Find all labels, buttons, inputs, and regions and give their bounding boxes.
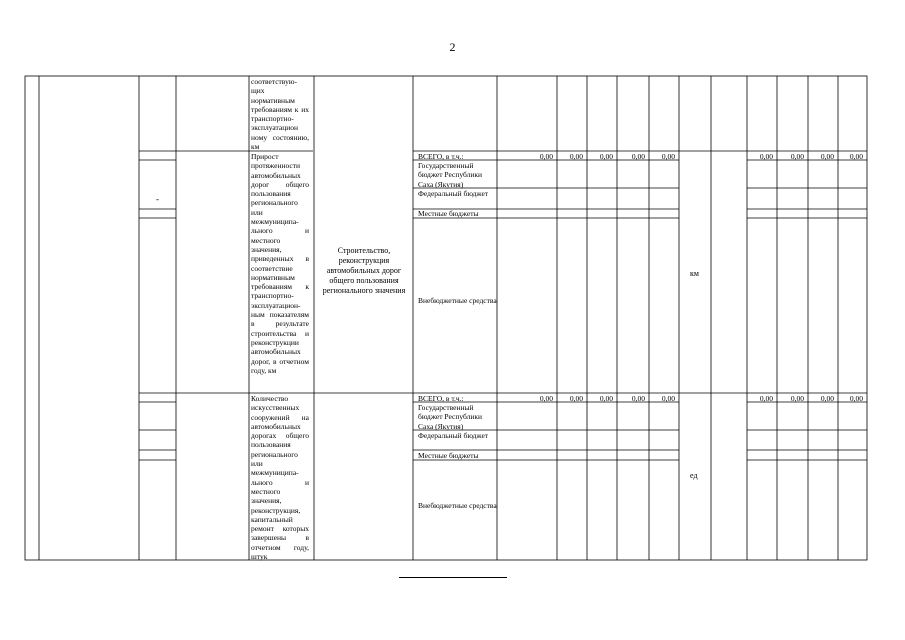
total-2-c4: 0,00 bbox=[631, 394, 645, 403]
total-1-c1: 0,00 bbox=[539, 152, 553, 161]
source-total-1: ВСЕГО, в т.ч.: bbox=[418, 152, 464, 161]
total-1-c5: 0,00 bbox=[661, 152, 675, 161]
total-2-c5: 0,00 bbox=[661, 394, 675, 403]
source-republic-2: Государственный бюджет Республики Саха (Якутия) bbox=[418, 403, 483, 431]
total-2-c6: 0,00 bbox=[759, 394, 773, 403]
source-federal-1: Федеральный бюджет bbox=[418, 189, 489, 198]
total-1-c4: 0,00 bbox=[631, 152, 645, 161]
total-1-c7: 0,00 bbox=[790, 152, 804, 161]
unit-2: ед bbox=[690, 471, 698, 480]
indicator-text-3: Количество искусственных сооружений на автомобильных дорогах общего пользования регионального или межмуниципа-льного и местного значения, реконструкция, капитальный ремонт которых завершены в отчетном году, штук bbox=[251, 394, 309, 562]
source-local-2: Местные бюджеты bbox=[418, 451, 479, 460]
dash-mark: - bbox=[156, 195, 159, 204]
total-1-c6: 0,00 bbox=[759, 152, 773, 161]
source-federal-2: Федеральный бюджет bbox=[418, 431, 489, 440]
total-2-c7: 0,00 bbox=[790, 394, 804, 403]
source-republic-1: Государственный бюджет Республики Саха (Якутия) bbox=[418, 161, 483, 189]
source-offbudget-2: Внебюджетные средства bbox=[418, 501, 497, 510]
total-2-c8: 0,00 bbox=[820, 394, 834, 403]
source-offbudget-1: Внебюджетные средства bbox=[418, 296, 497, 305]
total-1-c2: 0,00 bbox=[569, 152, 583, 161]
source-local-1: Местные бюджеты bbox=[418, 209, 479, 218]
total-2-c1: 0,00 bbox=[539, 394, 553, 403]
total-2-c2: 0,00 bbox=[569, 394, 583, 403]
indicator-text-1: соответствую-щих нормативным требованиям к их транспортно-эксплуатацион ному состоянию, км bbox=[251, 77, 309, 152]
unit-1: км bbox=[690, 269, 699, 278]
indicator-text-2: Прирост протяженности автомобильных дорог общего пользования регионального или межмуниципа-льного и местного значения, приведенных в соответствие нормативным требованиям к транспортно-эксплуатацион-ным показателям в результате строительства и реконструкции автомобильных дорог, в отчетном году, км bbox=[251, 152, 309, 375]
total-2-c3: 0,00 bbox=[599, 394, 613, 403]
source-total-2: ВСЕГО, в т.ч.: bbox=[418, 394, 464, 403]
total-1-c9: 0,00 bbox=[849, 152, 863, 161]
total-2-c9: 0,00 bbox=[849, 394, 863, 403]
project-name: Строительство, реконструкция автомобильных дорог общего пользования регионального значения bbox=[322, 246, 406, 295]
page-number: 2 bbox=[449, 40, 456, 54]
total-1-c3: 0,00 bbox=[599, 152, 613, 161]
total-1-c8: 0,00 bbox=[820, 152, 834, 161]
footer-rule bbox=[399, 577, 507, 578]
